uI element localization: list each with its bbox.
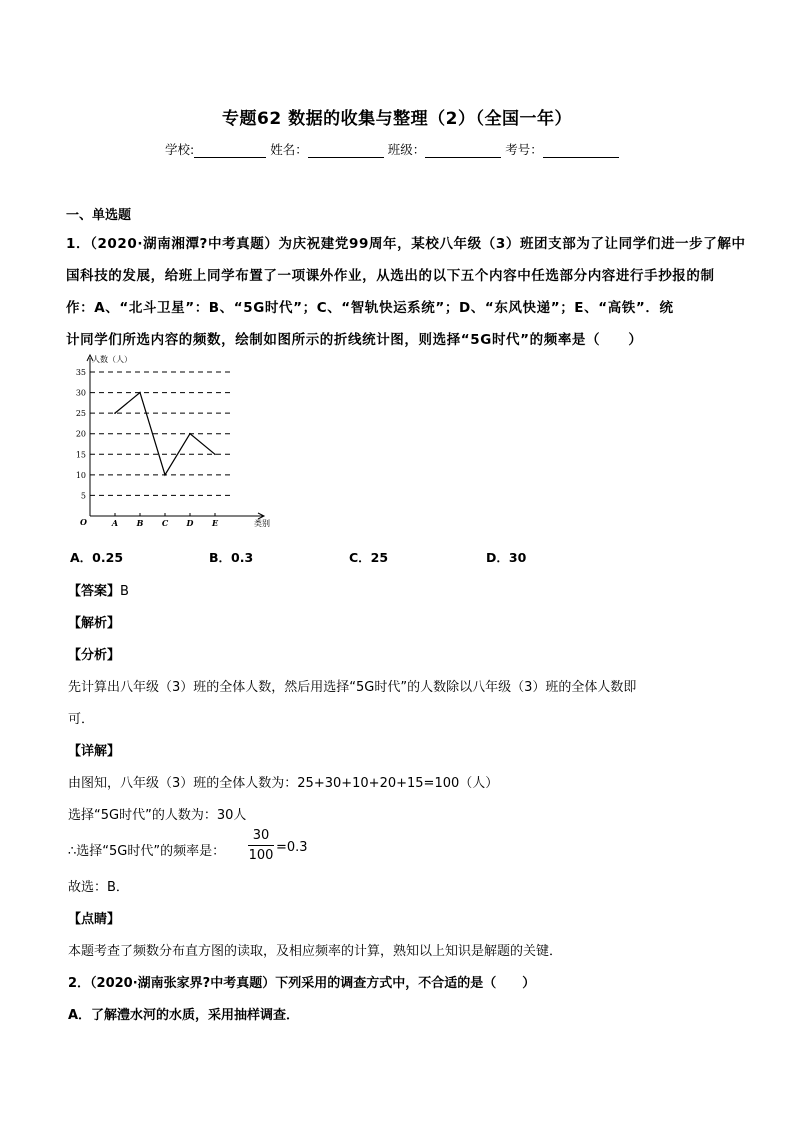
y-tick-label: 5 — [80, 491, 86, 501]
fraction-numerator: 30 — [252, 828, 270, 843]
x-tick-label: A — [111, 518, 119, 528]
x-axis-label: 类别 — [254, 519, 270, 528]
q1-stem-line-1: 1．（2020·湖南湘潭?中考真题）为庆祝建党99周年，某校八年级（3）班团支部为了让同学们进一步了解中 — [66, 236, 746, 252]
detail-line-1: 由图知，八年级（3）班的全体人数为：25+30+10+20+15=100（人） — [68, 776, 499, 791]
y-tick-label: 20 — [75, 429, 86, 439]
name-blank — [308, 143, 384, 158]
data-point-A — [114, 412, 116, 414]
fenxi-label: 【分析】 — [68, 648, 121, 663]
name-label: 姓名： — [270, 142, 308, 157]
q1-stem-line-2: 国科技的发展，给班上同学布置了一项课外作业，从选出的以下五个内容中任选部分内容进行手抄报的制 — [66, 268, 715, 284]
y-tick-label: 30 — [75, 388, 86, 398]
x-tick-label: C — [161, 518, 169, 528]
fraction-bar — [248, 845, 274, 846]
dianjing-text: 本题考查了频数分布直方图的读取，及相应频率的计算，熟知以上知识是解题的关键． — [68, 944, 563, 959]
answer-line — [68, 580, 129, 599]
data-point-C — [164, 474, 166, 476]
origin-label: O — [80, 517, 87, 527]
exam-no-label: 考号： — [505, 142, 543, 157]
fraction-denominator: 100 — [248, 848, 274, 863]
class-blank — [425, 143, 501, 158]
q1-stem-line-4: 计同学们所选内容的频数，绘制如图所示的折线统计图，则选择“5G时代”的频率是（ ） — [66, 332, 643, 348]
y-tick-label: 25 — [75, 409, 86, 419]
school-label: 学校: — [165, 142, 195, 157]
line-chart — [68, 352, 288, 532]
exam-no-blank — [543, 143, 619, 158]
detail-line-4: 故选：B． — [68, 880, 129, 895]
page-title: 专题62 数据的收集与整理（2）（全国一年） — [222, 109, 572, 129]
x-tick-label: E — [211, 518, 219, 528]
option-b: B．0.3 — [209, 550, 254, 565]
option-d: D．30 — [486, 550, 527, 565]
fenxi-text-1: 先计算出八年级（3）班的全体人数，然后用选择“5G时代”的人数除以八年级（3）班的全体人数即 — [68, 680, 637, 695]
option-c: C．25 — [349, 550, 389, 565]
y-tick-label: 10 — [75, 470, 86, 480]
detail-line-2: 选择“5G时代”的人数为：30人 — [68, 808, 247, 823]
data-point-D — [189, 433, 191, 435]
fenxi-text-2: 可． — [68, 712, 95, 727]
dianjing-label: 【点睛】 — [68, 912, 121, 927]
student-info-fields — [165, 140, 619, 158]
q2-option-a: A．了解澧水河的水质，采用抽样调查． — [68, 1008, 300, 1023]
analysis-label: 【解析】 — [68, 616, 121, 631]
fraction — [248, 828, 274, 863]
q1-stem-line-3: 作：A、“北斗卫星”：B、“5G时代”；C、“智轨快运系统”；D、“东风快递”；E、“高铁”．统 — [66, 300, 674, 316]
answer-label: 【答案】 — [68, 584, 121, 599]
x-tick-label: D — [186, 518, 194, 528]
y-tick-label: 35 — [75, 368, 86, 377]
detail-line-3-suffix: =0.3 — [276, 840, 308, 855]
detail-line-3-prefix: ∴选择“5G时代”的频率是： — [68, 844, 226, 859]
answer-value: B — [120, 584, 129, 599]
class-label: 班级： — [387, 142, 426, 157]
data-point-E — [214, 453, 216, 455]
q2-stem: 2．（2020·湖南张家界?中考真题）下列采用的调查方式中，不合适的是（ ） — [68, 976, 536, 991]
y-tick-label: 15 — [75, 450, 86, 460]
y-axis-label: 人数（人） — [92, 355, 132, 364]
section-heading: 一、单选题 — [66, 208, 132, 223]
school-blank — [194, 143, 266, 158]
option-a: A．0.25 — [70, 550, 124, 565]
data-point-B — [139, 392, 141, 394]
x-tick-label: B — [136, 518, 144, 528]
detail-label: 【详解】 — [68, 744, 121, 759]
